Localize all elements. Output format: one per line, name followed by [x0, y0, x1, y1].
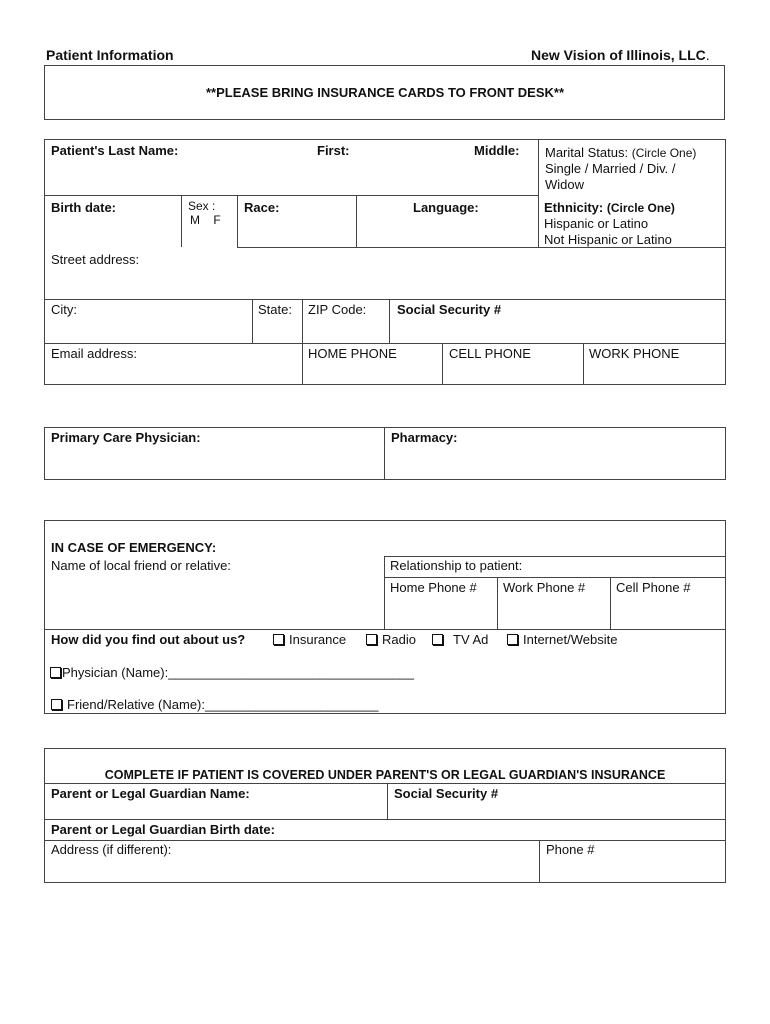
- guardian-phone-label: Phone #: [546, 842, 595, 857]
- language-label: Language:: [413, 200, 479, 215]
- birth-date-field[interactable]: [51, 218, 176, 244]
- birth-date-label: Birth date:: [51, 200, 116, 215]
- referral-question: How did you find out about us?: [51, 632, 246, 647]
- referral-option-radio[interactable]: [366, 632, 416, 648]
- ethnicity-label-text: Ethnicity:: [544, 200, 604, 215]
- referral-option-label: TV Ad: [453, 632, 489, 647]
- ethnicity-option-hispanic[interactable]: Hispanic or Latino: [544, 216, 649, 231]
- practice-name-text: New Vision of Illinois, LLC: [531, 47, 706, 63]
- pharmacy-label: Pharmacy:: [391, 430, 458, 445]
- ethnicity-hint: (Circle One): [606, 201, 675, 215]
- cell-phone-label: CELL PHONE: [449, 346, 531, 361]
- race-label: Race:: [244, 200, 280, 215]
- emergency-title: IN CASE OF EMERGENCY:: [51, 540, 217, 555]
- guardian-ssn-label: Social Security #: [394, 786, 499, 801]
- relationship-label: Relationship to patient:: [390, 558, 523, 573]
- marital-status-text: Marital Status:: [545, 145, 629, 160]
- marital-status-options-widow[interactable]: Widow: [545, 177, 585, 192]
- guardian-address-label: Address (if different):: [51, 842, 172, 857]
- last-name-label: Patient's Last Name:: [51, 143, 179, 158]
- middle-name-label: Middle:: [474, 143, 520, 158]
- checkbox-icon[interactable]: [50, 667, 61, 678]
- street-address-label: Street address:: [51, 252, 140, 267]
- guardian-title: COMPLETE IF PATIENT IS COVERED UNDER PARENT'S OR LEGAL GUARDIAN'S INSURANCE: [104, 768, 666, 782]
- practice-name-dot: .: [705, 47, 710, 63]
- ssn-label: Social Security #: [397, 302, 502, 317]
- emergency-work-phone-label: Work Phone #: [503, 580, 586, 595]
- city-label: City:: [51, 302, 77, 317]
- emergency-name-label: Name of local friend or relative:: [51, 558, 231, 573]
- checkbox-icon[interactable]: [432, 634, 443, 645]
- referral-option-physician[interactable]: [50, 665, 414, 681]
- referral-option-label: Internet/Website: [523, 632, 618, 647]
- first-name-field[interactable]: [355, 143, 465, 161]
- sex-options[interactable]: M F: [190, 213, 221, 227]
- referral-option-internet[interactable]: [507, 632, 617, 648]
- marital-status-label: [545, 145, 696, 161]
- sex-label: Sex :: [188, 199, 216, 213]
- marital-status-hint: (Circle One): [631, 146, 697, 160]
- street-address-field[interactable]: [51, 270, 721, 296]
- checkbox-icon[interactable]: [51, 699, 62, 710]
- referral-option-friend[interactable]: [51, 697, 379, 713]
- checkbox-icon[interactable]: [507, 634, 518, 645]
- ethnicity-option-not-hispanic[interactable]: Not Hispanic or Latino: [544, 232, 672, 247]
- form-title: Patient Information: [46, 47, 174, 63]
- guardian-birth-label: Parent or Legal Guardian Birth date:: [51, 822, 275, 837]
- insurance-banner: **PLEASE BRING INSURANCE CARDS TO FRONT DESK**: [205, 85, 565, 100]
- referral-option-label: Radio: [382, 632, 416, 647]
- first-name-label: First:: [317, 143, 350, 158]
- emergency-home-phone-label: Home Phone #: [390, 580, 477, 595]
- checkbox-icon[interactable]: [273, 634, 284, 645]
- friend-name-line: Friend/Relative (Name):________________________: [67, 697, 379, 712]
- marital-status-options[interactable]: Single / Married / Div. /: [545, 161, 676, 176]
- email-label: Email address:: [51, 346, 137, 361]
- emergency-cell-phone-label: Cell Phone #: [616, 580, 691, 595]
- guardian-name-label: Parent or Legal Guardian Name:: [51, 786, 250, 801]
- zip-code-label: ZIP Code:: [308, 302, 367, 317]
- practice-name: [531, 47, 710, 63]
- home-phone-label: HOME PHONE: [308, 346, 397, 361]
- referral-option-insurance[interactable]: [273, 632, 346, 648]
- state-label: State:: [258, 302, 292, 317]
- referral-option-tv-ad[interactable]: [432, 632, 488, 648]
- ethnicity-label: [544, 200, 675, 216]
- pcp-label: Primary Care Physician:: [51, 430, 201, 445]
- physician-name-line: Physician (Name):__________________________________: [62, 665, 415, 680]
- checkbox-icon[interactable]: [366, 634, 377, 645]
- referral-option-label: Insurance: [289, 632, 347, 647]
- last-name-field[interactable]: [181, 143, 306, 161]
- work-phone-label: WORK PHONE: [589, 346, 680, 361]
